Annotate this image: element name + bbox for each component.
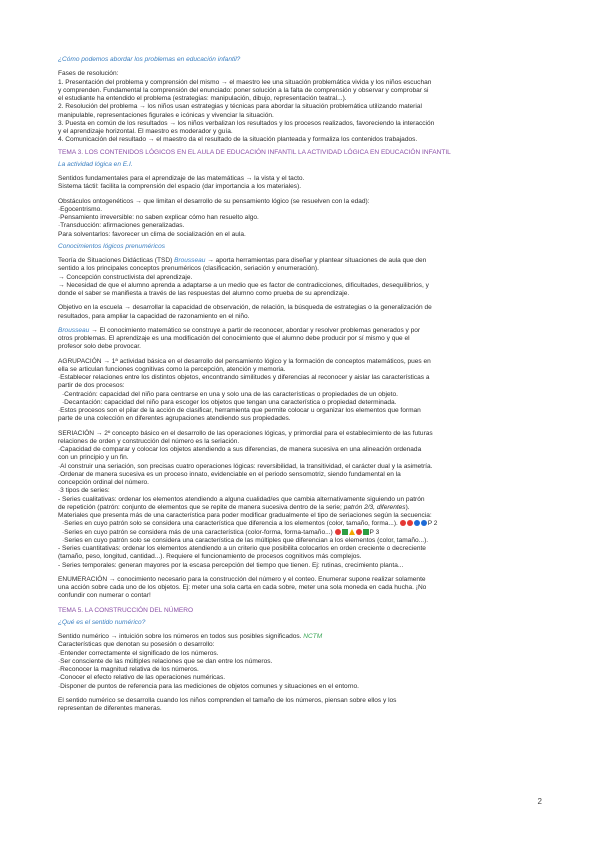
text-line: ella se articulan funciones cognitivas como la percepción, atención y memoria. bbox=[58, 365, 286, 373]
paragraph-tsd bbox=[58, 257, 542, 298]
section-heading-sentido-numerico: ¿Qué es el sentido numérico? bbox=[58, 618, 146, 626]
series-example-2 bbox=[58, 529, 542, 537]
text-line: - Series temporales: generan mayores por la escasa percepción del tiempo que tienen. Ej: rutinas, crecimiento planta... bbox=[58, 561, 404, 569]
text-run: de repetición (patrón: conjunto de elementos que se repite de manera sucesiva dentro de la serie; bbox=[58, 503, 344, 511]
text-line: Materiales que presenta más de una característica para poder modificar gradualmente el tipo de seriaciones según la secuencia: bbox=[58, 512, 432, 519]
green-square-icon bbox=[342, 529, 348, 535]
text-line: ·Al construir una seriación, son precisas cuatro operaciones lógicas: reversibilidad, la transitividad, el carácter dual y la asimetría. bbox=[58, 462, 433, 470]
paragraph-sentido-numerico bbox=[58, 633, 542, 691]
text-run: ·Series en cuyo patrón solo se considera una característica de las múltiples que diferencian a los elementos (color, tamaño...). bbox=[62, 536, 429, 544]
paragraph-seriacion bbox=[58, 430, 542, 570]
paragraph-objetivo bbox=[58, 304, 542, 321]
text-run: ). bbox=[405, 503, 410, 511]
section-question-heading: ¿Cómo podemos abordar los problemas en educación infantil? bbox=[58, 56, 241, 63]
text-line: ·Transducción: afirmaciones generalizadas. bbox=[58, 222, 185, 230]
paragraph-enumeracion bbox=[58, 576, 542, 601]
text-run: → El conocimiento matemático se construye a partir de reconocer, abordar y resolver problemas generados y por bbox=[89, 326, 421, 334]
text-line: Fases de resolución: bbox=[58, 70, 119, 78]
text-line: ·Estos procesos son el pilar de la acción de clasificar, herramienta que permite colocar u organizar los elementos que forman bbox=[58, 407, 421, 414]
blue-circle-icon bbox=[421, 520, 427, 526]
text-line: relaciones de orden y construcción del número es la seriación. bbox=[58, 437, 240, 445]
paragraph-desarrollo bbox=[58, 697, 542, 714]
text-line: ·Establecer relaciones entre los distintos objetos, encontrando similitudes y diferencias al reconocer y aislar las características a bbox=[58, 374, 430, 381]
text-line: - Series cualitativas: ordenar los elementos atendiendo a alguna cualidad/es que cambia alternativamente siguiendo un patrón bbox=[58, 495, 425, 503]
text-line: → Necesidad de que el alumno aprenda a adaptarse a un medio que es factor de contradicciones, dificultades, desequilibrios, y bbox=[58, 281, 429, 289]
text-line: el estudiante ha entendido el problema (estrategias: manipulación, dibujo, representación teatral...). bbox=[58, 95, 347, 102]
blue-circle-icon bbox=[414, 520, 420, 526]
text-line: → Concepción constructivista del aprendizaje. bbox=[58, 273, 193, 281]
text-line: 4. Comunicación del resultado → el maestro da el resultado de la situación planteada y formaliza los contenidos trabajados. bbox=[58, 136, 418, 144]
text-line bbox=[58, 504, 542, 512]
text-line: donde el saber se manifiesta a través de las respuestas del alumno como prueba de su aprendizaje. bbox=[58, 290, 350, 297]
text-line: otros problemas. El aprendizaje es una modificación del conocimiento que el alumno debe producir por sí mismo y que el bbox=[58, 335, 410, 342]
text-line: 2. Resolución del problema → los niños usan estrategias y técnicas para abordar la situación problemática utilizando material bbox=[58, 103, 422, 111]
author-name: Brousseau bbox=[58, 326, 90, 334]
text-line: ·Entender correctamente el significado de los números. bbox=[58, 649, 219, 657]
text-run: Teoría de Situaciones Didácticas (TSD) bbox=[58, 257, 175, 264]
text-line: resultados, para ampliar la capacidad de razonamiento en el niño. bbox=[58, 312, 250, 320]
red-circle-icon bbox=[400, 520, 406, 526]
text-run: → aporta herramientas para diseñar y plantear situaciones de aula que den bbox=[205, 257, 427, 264]
phases-block bbox=[58, 70, 542, 144]
green-square-icon bbox=[363, 529, 369, 535]
text-line: ·Reconocer la magnitud relativa de los números. bbox=[58, 666, 199, 673]
text-line bbox=[58, 633, 542, 641]
text-line: ENUMERACIÓN → conocimiento necesario para la construcción del número y el conteo. Enumerar supone realizar solamente bbox=[58, 575, 426, 583]
text-line: AGRUPACIÓN → 1ª actividad básica en el desarrollo del pensamiento lógico y la formación de conceptos matemáticos, pues en bbox=[58, 357, 431, 365]
text-line: ·Ordenar de manera sucesiva es un proceso innato, evidenciable en el periodo sensomotriz, siendo fundamental en la bbox=[58, 470, 401, 478]
pattern-label: P 2 bbox=[427, 520, 438, 528]
text-line: - Series cuantitativas: ordenar los elementos atendiendo a un criterio que posibilita colocarlos en orden creciente o decreciente bbox=[58, 545, 426, 552]
red-circle-icon bbox=[407, 520, 413, 526]
text-line: partir de dos procesos: bbox=[58, 382, 125, 390]
text-line: ·Capacidad de comparar y colocar los objetos atendiendo a sus diferencias, de manera sucesiva en una alineación ordenada bbox=[58, 446, 422, 453]
red-circle-icon bbox=[356, 529, 362, 535]
text-line: (tamaño, peso, longitud, cantidad...). Requiere el funcionamiento de procesos cognitivos más complejos. bbox=[58, 553, 362, 561]
text-line bbox=[58, 327, 542, 335]
text-line: ·Ser consciente de las múltiples relaciones que se dan entre los números. bbox=[58, 657, 273, 665]
paragraph-brousseau bbox=[58, 327, 542, 352]
text-line: Para solventarlos: favorecer un clima de socialización en el aula. bbox=[58, 230, 246, 238]
paragraph-sentidos bbox=[58, 175, 542, 192]
text-run: ·Series en cuyo patrón se considera más de una característica (color-forma, forma-tamaño...) bbox=[62, 528, 335, 536]
pattern-label: P 3 bbox=[369, 528, 380, 536]
text-line: concepción ordinal del número. bbox=[58, 479, 149, 486]
text-line: ·Egocentrismo. bbox=[58, 205, 103, 213]
paragraph-agrupacion bbox=[58, 358, 542, 424]
section-heading-prenumericos: Conocimientos lógicos prenuméricos bbox=[58, 242, 165, 250]
series-example-1 bbox=[58, 520, 542, 528]
text-line: ·Pensamiento irreversible: no saben explicar cómo han resuelto algo. bbox=[58, 214, 259, 221]
text-line: Sentidos fundamentales para el aprendizaje de las matemáticas → la vista y el tacto. bbox=[58, 175, 305, 182]
text-line: una acción sobre cada uno de los objetos. Ej: meter una sola carta en cada sobre, meter una sola moneda en cada hucha. ¡No bbox=[58, 584, 427, 591]
chapter-heading-tema-3: TEMA 3. LOS CONTENIDOS LÓGICOS EN EL AULA DE EDUCACIÓN INFANTIL LA ACTIVIDAD LÓGICA EN EDUCACIÓN INFANTIL bbox=[58, 148, 451, 156]
text-line: manipulable, representaciones figurales e icónicas y vivenciar la situación. bbox=[58, 111, 274, 119]
text-line: 3. Puesta en común de los resultados → los niños verbalizan los resultados y los procesos realizados, favoreciendo la interacción bbox=[58, 119, 435, 127]
text-line: representan de diferentes maneras. bbox=[58, 705, 162, 712]
text-line: ·3 tipos de series: bbox=[58, 487, 110, 495]
text-line: El sentido numérico se desarrolla cuando los niños comprenden el tamaño de los números, piensan sobre ellos y los bbox=[58, 696, 397, 704]
text-line: ·Conocer el efecto relativo de las operaciones numéricas. bbox=[58, 674, 226, 682]
text-run-italic: patrón 2/3, diferentes bbox=[343, 503, 406, 511]
text-run: ·Series en cuyo patrón solo se considera una característica que diferencia a los elementos (color, tamaño, forma...). bbox=[62, 520, 400, 528]
text-line: y comprenden. Fundamental la comprensión del enunciado: poner solución a la falta de comprensión y observar y comprobar si bbox=[58, 86, 429, 94]
text-line bbox=[58, 257, 542, 265]
yellow-triangle-icon bbox=[349, 529, 355, 535]
text-line: SERIACIÓN → 2º concepto básico en el desarrollo de las operaciones lógicas, y primordial para el establecimiento de las futuras bbox=[58, 429, 433, 437]
red-circle-icon bbox=[335, 529, 341, 535]
text-line: 1. Presentación del problema y comprensión del mismo → el maestro lee una situación problemática vivida y los niños escuchan bbox=[58, 78, 432, 86]
section-heading-actividad-logica: La actividad lógica en E.I. bbox=[58, 160, 133, 168]
paragraph-obstaculos bbox=[58, 198, 542, 239]
text-line: Obstáculos ontogenéticos → que limitan el desarrollo de su pensamiento lógico (se resuelven con la edad): bbox=[58, 197, 370, 205]
source-name: NCTM bbox=[303, 633, 323, 640]
series-example-3 bbox=[58, 537, 542, 545]
text-line: Características que denotan su posesión o desarrollo: bbox=[58, 641, 215, 649]
text-line: y el aprendizaje horizontal. El maestro es moderador y guía. bbox=[58, 128, 233, 135]
page-number: 2 bbox=[537, 796, 542, 806]
text-line: ·Disponer de puntos de referencia para las mediciones de objetos comunes y situaciones en el entorno. bbox=[58, 682, 359, 690]
author-name: Brousseau bbox=[174, 257, 206, 264]
text-line: sentido a los principales conceptos prenuméricos (clasificación, seriación y enumeración). bbox=[58, 265, 319, 273]
text-run: Sentido numérico → intuición sobre los números en todos sus posibles significados. bbox=[58, 633, 304, 640]
text-line: Objetivo en la escuela → desarrollar la capacidad de observación, de relación, la búsqueda de estrategias o la generalización de bbox=[58, 304, 432, 312]
chapter-heading-tema-5: TEMA 5. LA CONSTRUCCIÓN DEL NÚMERO bbox=[58, 606, 194, 614]
text-line: ·Decantación: capacidad del niño para escoger los objetos que tengan una característica o propiedad determinada. bbox=[62, 398, 397, 406]
text-line: ·Centración: capacidad del niño para centrarse en una y solo una de las características o propiedades de un objeto. bbox=[62, 390, 398, 398]
text-line: Sistema táctil: facilita la comprensión del espacio (dar importancia a los materiales). bbox=[58, 183, 302, 191]
text-line: confundir con numerar o contar! bbox=[58, 592, 151, 600]
text-line: con un principio y un fin. bbox=[58, 454, 129, 462]
text-line: profesor solo debe provocar. bbox=[58, 343, 141, 351]
text-line: parte de una colección en diferentes agrupaciones atendiendo sus propiedades. bbox=[58, 415, 291, 423]
